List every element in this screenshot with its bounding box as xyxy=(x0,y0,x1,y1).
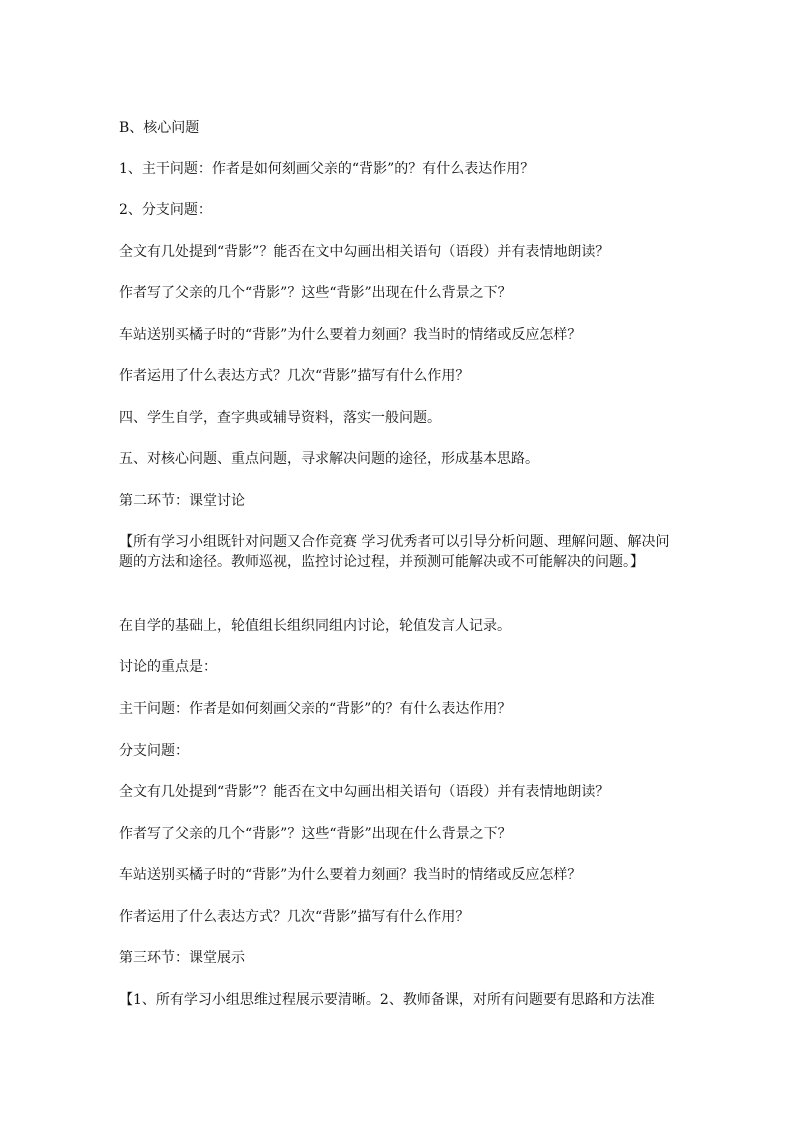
paragraph: 作者运用了什么表达方式？几次“背影”描写有什么作用？ xyxy=(119,909,470,925)
paragraph: 1、主干问题：作者是如何刻画父亲的“背影”的？有什么表达作用？ xyxy=(119,161,535,177)
bracket-note: 【所有学习小组既针对问题又合作竞赛 学习优秀者可以引导分析问题、理解问题、解决问题的方法和途径。教师巡视，监控讨论过程，并预测可能解决或不可能解决的问题。】 xyxy=(119,534,670,570)
section-heading: 第三环节：课堂展示 xyxy=(119,950,245,966)
paragraph: 分支问题： xyxy=(119,743,189,759)
paragraph: 全文有几处提到“背影”？能否在文中勾画出相关语句（语段）并有表情地朗读？ xyxy=(119,244,610,260)
bracket-note: 【1、所有学习小组思维过程展示要清晰。2、教师备课，对所有问题要有思路和方法准 xyxy=(119,992,655,1008)
paragraph: 作者写了父亲的几个“背影”？这些“背影”出现在什么背景之下？ xyxy=(119,285,512,301)
paragraph: 在自学的基础上，轮值组长组织同组内讨论，轮值发言人记录。 xyxy=(119,618,511,634)
paragraph: 五、对核心问题、重点问题，寻求解决问题的途径，形成基本思路。 xyxy=(119,451,539,467)
paragraph: 2、分支问题： xyxy=(119,202,212,218)
paragraph: 车站送别买橘子时的“背影”为什么要着力刻画？我当时的情绪或反应怎样？ xyxy=(119,327,582,343)
paragraph: 全文有几处提到“背影”？能否在文中勾画出相关语句（语段）并有表情地朗读？ xyxy=(119,784,610,800)
paragraph: 主干问题：作者是如何刻画父亲的“背影”的？有什么表达作用？ xyxy=(119,701,512,717)
paragraph: 作者运用了什么表达方式？几次“背影”描写有什么作用？ xyxy=(119,368,470,384)
section-heading: B、核心问题 xyxy=(119,120,200,136)
section-heading: 第二环节：课堂讨论 xyxy=(119,493,245,509)
paragraph: 四、学生自学，查字典或辅导资料，落实一般问题。 xyxy=(119,410,441,426)
paragraph: 作者写了父亲的几个“背影”？这些“背影”出现在什么背景之下？ xyxy=(119,826,512,842)
paragraph: 车站送别买橘子时的“背影”为什么要着力刻画？我当时的情绪或反应怎样？ xyxy=(119,867,582,883)
paragraph: 讨论的重点是： xyxy=(119,659,217,675)
